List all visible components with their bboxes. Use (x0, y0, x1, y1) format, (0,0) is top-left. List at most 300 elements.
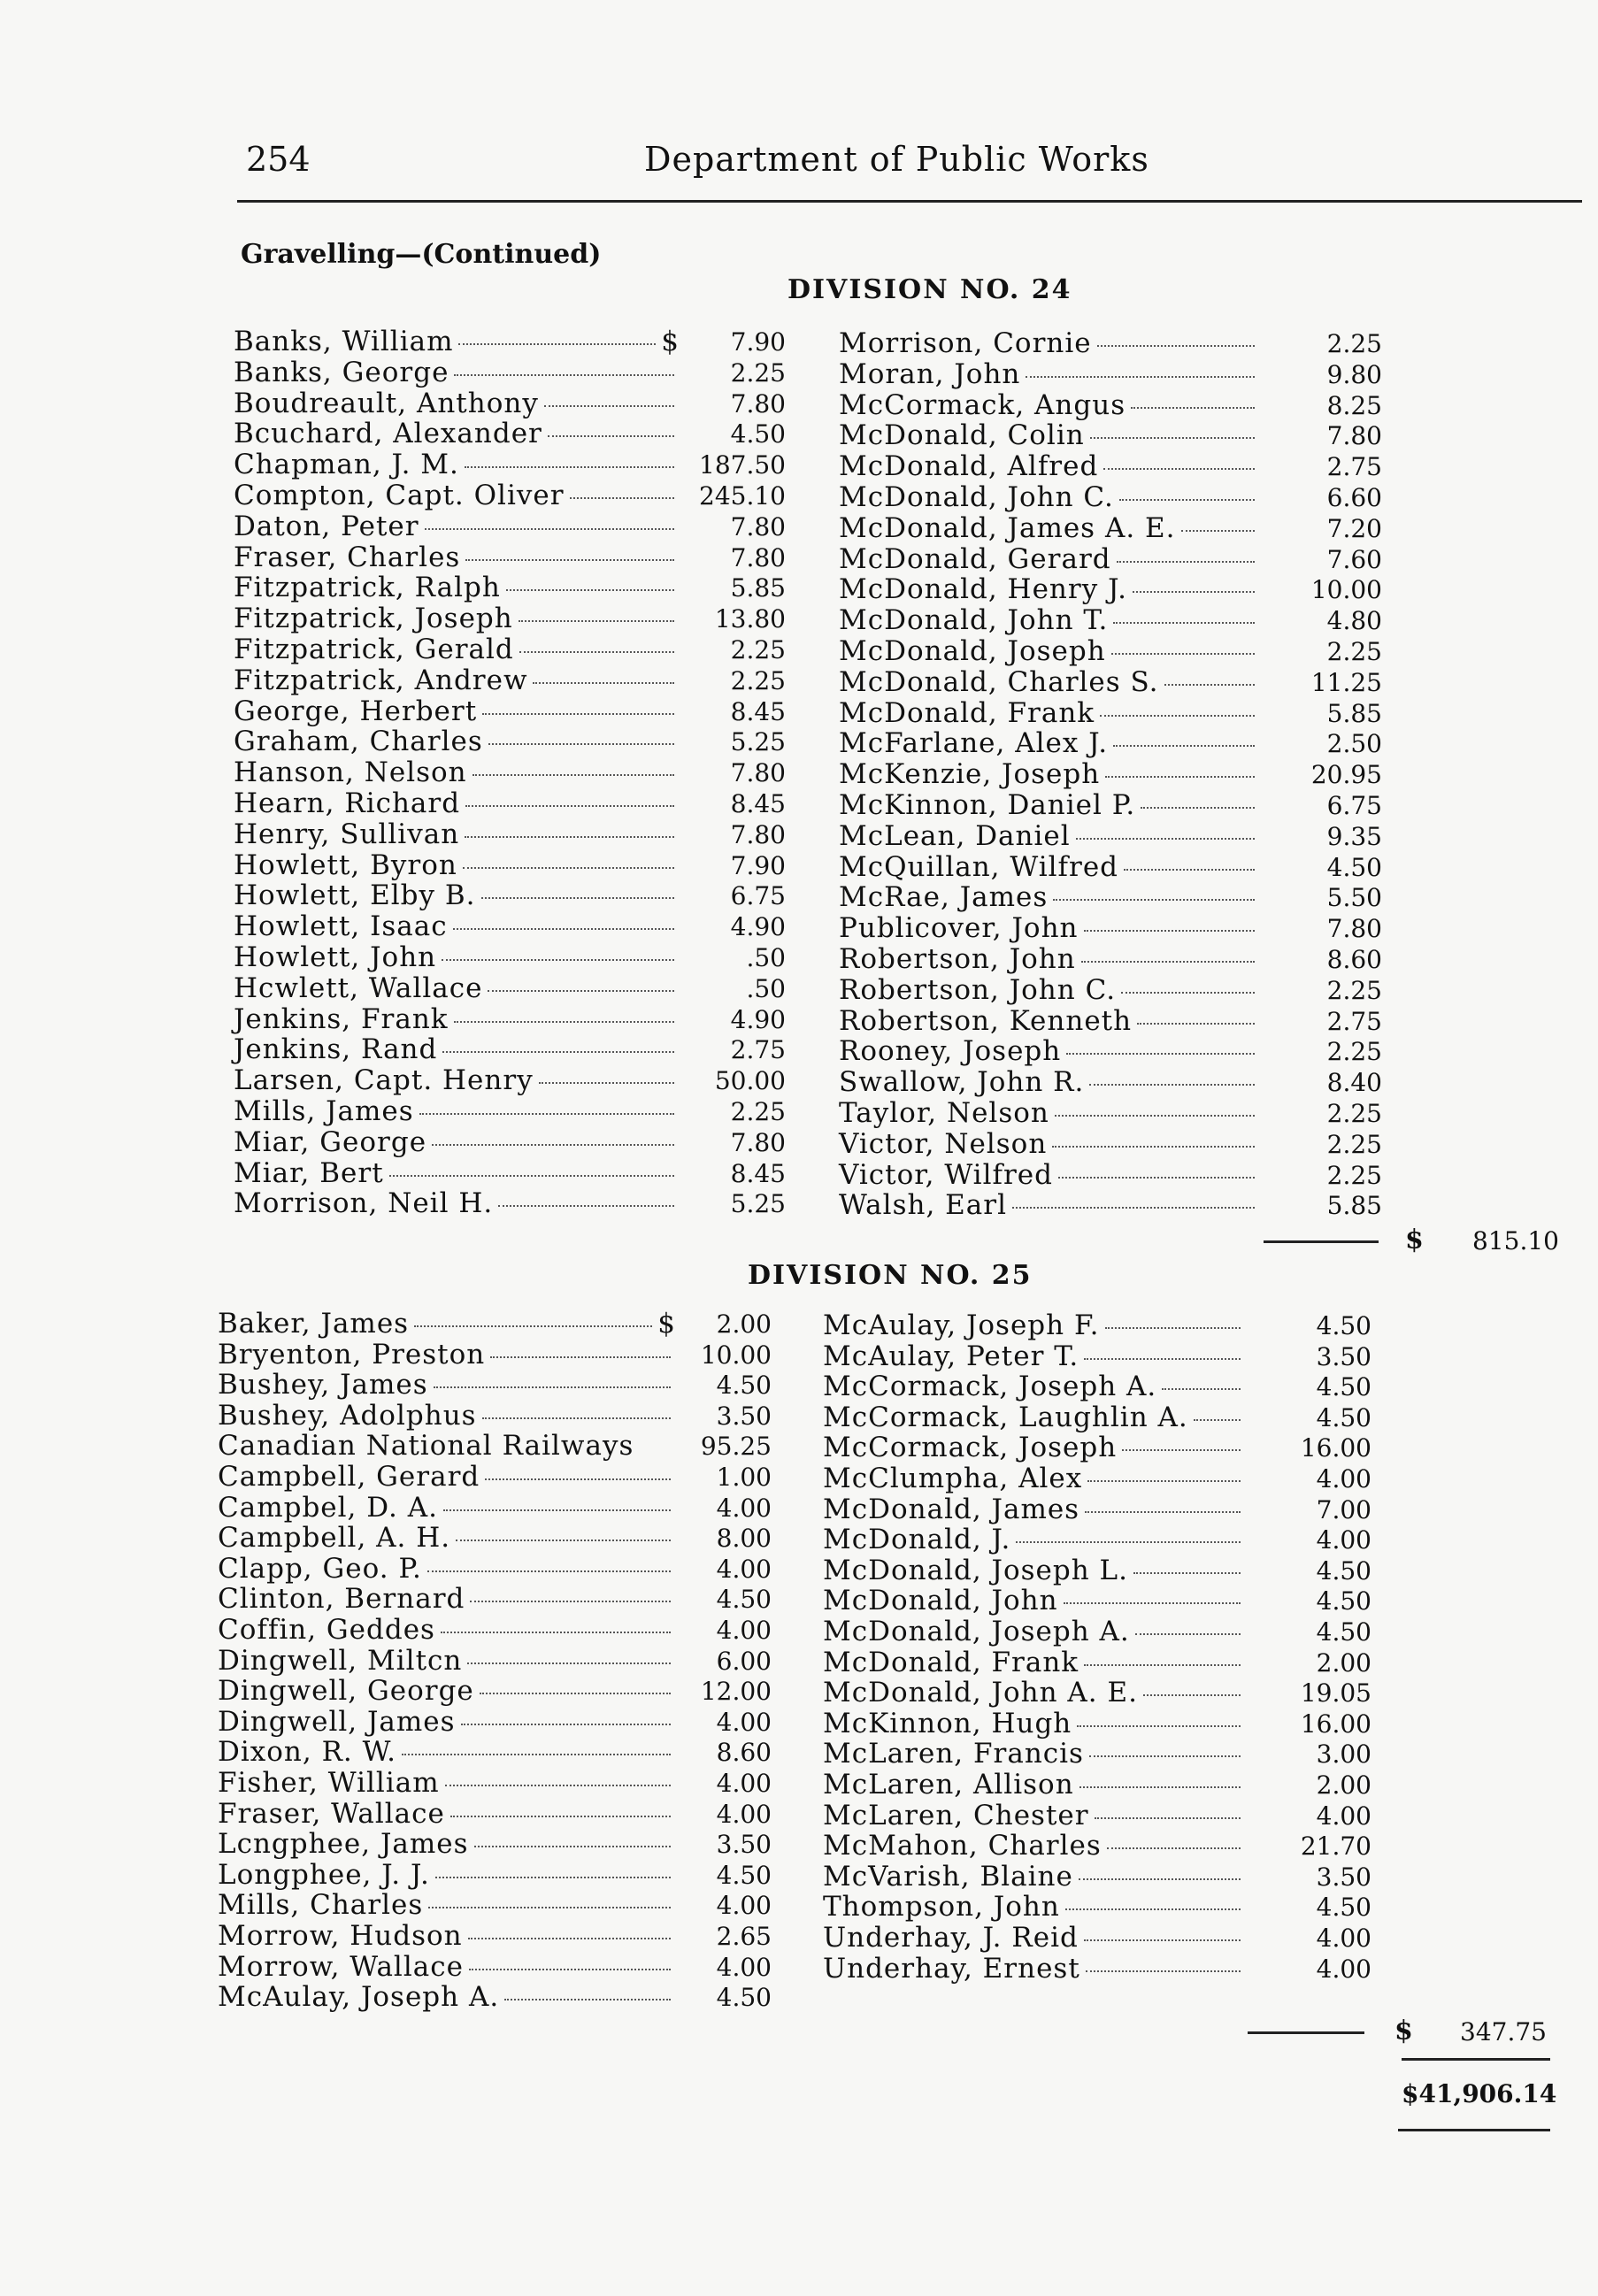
entry-name: George, Herbert (234, 695, 478, 727)
list-item (234, 449, 680, 480)
entry-name: Chapman, J. M. (234, 449, 459, 481)
list-item (839, 1189, 1260, 1220)
list-item (218, 1645, 676, 1676)
entry-name: Morrison, Neil H. (234, 1187, 494, 1220)
list-item (823, 1494, 1246, 1524)
list-item (218, 1798, 676, 1829)
entry-name: McDonald, Joseph L. (823, 1554, 1128, 1586)
leader-dots (1103, 468, 1255, 470)
leader-dots (1084, 1664, 1241, 1666)
leader-dots (458, 343, 656, 345)
list-item (839, 389, 1260, 420)
entry-name: Rooney, Joseph (839, 1035, 1062, 1068)
division-25-total-rule (1248, 2031, 1364, 2034)
leader-dots (402, 1754, 671, 1755)
entry-amount: 16.00 (1300, 1709, 1371, 1739)
page-number: 254 (246, 140, 311, 179)
leader-dots (442, 1051, 674, 1053)
entry-amount: 2.75 (1326, 452, 1382, 482)
entry-name: Jenkins, Rand (234, 1033, 438, 1066)
list-item (234, 941, 680, 972)
leader-dots (1105, 776, 1255, 778)
entry-amount: 4.90 (730, 1004, 786, 1034)
leader-dots (1064, 1602, 1241, 1604)
list-item (823, 1769, 1246, 1800)
entry-name: Lcngphee, James (218, 1828, 469, 1861)
leader-dots (1124, 869, 1255, 871)
entry-name: Bushey, James (218, 1369, 428, 1401)
entry-amount: 4.50 (730, 419, 786, 449)
list-item (234, 572, 680, 603)
list-item (234, 418, 680, 449)
grand-total-top-rule (1402, 2058, 1550, 2061)
list-item (234, 326, 680, 357)
entry-name: Dingwell, James (218, 1705, 456, 1738)
entry-name: McDonald, Joseph (839, 635, 1106, 667)
entry-name: Moran, John (839, 357, 1021, 390)
list-item (234, 695, 680, 726)
leader-dots (1089, 1755, 1241, 1757)
entry-amount: 7.80 (730, 542, 786, 572)
division-24-title: DIVISION NO. 24 (787, 274, 1072, 305)
list-item (839, 512, 1260, 543)
leader-dots (1089, 1084, 1255, 1086)
entry-name: Robertson, John (839, 943, 1076, 975)
grand-total-bottom-rule (1398, 2129, 1550, 2131)
entry-amount: 8.60 (1326, 945, 1382, 974)
leader-dots (445, 1785, 671, 1786)
list-item (839, 881, 1260, 912)
entry-name: Underhay, J. Reid (823, 1922, 1079, 1954)
list-item (839, 727, 1260, 758)
list-item (839, 450, 1260, 481)
entry-name: Morrow, Wallace (218, 1950, 464, 1983)
entry-name: McAulay, Joseph F. (823, 1309, 1100, 1341)
entry-amount: 245.10 (699, 481, 786, 511)
list-item (218, 1951, 676, 1982)
entry-name: Graham, Charles (234, 726, 483, 758)
entry-name: Fisher, William (218, 1767, 440, 1799)
entry-amount: 4.00 (1316, 1525, 1371, 1555)
list-item (823, 1524, 1246, 1555)
list-item (234, 1187, 680, 1218)
list-item (218, 1675, 676, 1706)
list-item (823, 1309, 1246, 1340)
entry-name: Fraser, Wallace (218, 1797, 445, 1830)
list-item (823, 1830, 1246, 1861)
leader-dots (1084, 930, 1255, 932)
entry-amount: 4.90 (730, 912, 786, 942)
list-item (839, 358, 1260, 389)
entry-name: McFarlane, Alex J. (839, 727, 1109, 760)
list-item (234, 388, 680, 419)
entry-amount: 8.45 (730, 1158, 786, 1188)
entry-amount: 7.90 (730, 850, 786, 880)
leader-dots (533, 682, 674, 684)
entry-amount: 4.80 (1326, 606, 1382, 636)
leader-dots (465, 836, 674, 838)
leader-dots (1164, 684, 1255, 686)
entry-amount: 7.00 (1316, 1494, 1371, 1524)
dollar-sign: $ (661, 326, 680, 357)
leader-dots (465, 559, 674, 561)
division-24-total-dollar: $ (1405, 1225, 1424, 1256)
leader-dots (1135, 1633, 1241, 1635)
list-item (823, 1647, 1246, 1678)
entry-name: Victor, Wilfred (839, 1158, 1053, 1191)
leader-dots (468, 1938, 671, 1939)
grand-total: $41,906.14 (1402, 2079, 1557, 2108)
list-item (234, 1126, 680, 1157)
entry-name: Fitzpatrick, Joseph (234, 603, 513, 635)
entry-name: Taylor, Nelson (839, 1097, 1049, 1129)
list-item (234, 1033, 680, 1064)
entry-name: Campbel, D. A. (218, 1491, 438, 1524)
entry-name: McAulay, Joseph A. (218, 1981, 500, 2014)
list-item (234, 357, 680, 388)
entry-amount: 3.50 (716, 1401, 772, 1431)
entry-name: Campbell, A. H. (218, 1522, 451, 1555)
leader-dots (1086, 1970, 1241, 1972)
list-item (839, 1097, 1260, 1128)
entry-name: Fraser, Charles (234, 541, 461, 573)
list-item (218, 1308, 676, 1339)
header-rule (237, 200, 1582, 203)
leader-dots (482, 713, 674, 715)
division-25-total: 347.75 (1460, 2017, 1547, 2046)
list-item (218, 1736, 676, 1767)
leader-dots (1081, 961, 1255, 963)
leader-dots (485, 1478, 671, 1480)
list-item (823, 1891, 1246, 1922)
entry-name: McDonald, Alfred (839, 450, 1099, 483)
list-item (218, 1461, 676, 1492)
entry-name: Mills, James (234, 1095, 414, 1127)
list-item (218, 1706, 676, 1737)
entry-amount: 4.50 (1316, 1617, 1371, 1647)
list-item (218, 1369, 676, 1400)
entry-name: McLaren, Francis (823, 1738, 1084, 1770)
leader-dots (1194, 1419, 1241, 1421)
entry-name: Bryenton, Preston (218, 1338, 486, 1371)
entry-amount: 7.60 (1326, 544, 1382, 574)
entry-amount: .50 (746, 943, 786, 972)
list-item (234, 910, 680, 941)
entry-name: McCormack, Angus (839, 388, 1126, 421)
entry-name: Fitzpatrick, Gerald (234, 634, 514, 665)
entry-name: McDonald, J. (823, 1524, 1011, 1556)
leader-dots (432, 1144, 674, 1146)
entry-amount: 2.00 (1316, 1770, 1371, 1800)
entry-amount: 8.45 (730, 789, 786, 818)
entry-amount: 2.25 (730, 635, 786, 664)
entry-amount: 4.50 (1316, 1311, 1371, 1340)
entry-amount: 4.00 (716, 1554, 772, 1584)
leader-dots (442, 959, 674, 961)
entry-amount: 4.00 (1316, 1464, 1371, 1494)
entry-amount: 2.25 (1326, 637, 1382, 666)
entry-amount: 2.65 (716, 1922, 772, 1951)
entry-amount: 8.40 (1326, 1068, 1382, 1098)
entry-amount: 4.50 (716, 1860, 772, 1890)
leader-dots (1133, 1572, 1241, 1574)
leader-dots (1084, 1358, 1241, 1360)
entry-name: Miar, George (234, 1125, 427, 1158)
entry-name: Coffin, Geddes (218, 1614, 435, 1646)
entry-name: Victor, Nelson (839, 1127, 1048, 1160)
entry-name: Hearn, Richard (234, 787, 461, 819)
entry-name: Mills, Charles (218, 1889, 424, 1922)
list-item (839, 789, 1260, 820)
leader-dots (544, 405, 674, 407)
list-item (839, 1035, 1260, 1066)
entry-amount: 5.50 (1326, 883, 1382, 913)
list-item (234, 480, 680, 511)
entry-name: Dingwell, Miltcn (218, 1644, 463, 1677)
entry-amount: 2.25 (1326, 975, 1382, 1005)
entry-amount: 11.25 (1310, 667, 1382, 697)
list-item (234, 726, 680, 756)
list-item (839, 573, 1260, 604)
entry-amount: 4.00 (716, 1952, 772, 1982)
leader-dots (1105, 1327, 1241, 1329)
entry-name: Robertson, John C. (839, 973, 1117, 1006)
leader-dots (498, 1205, 674, 1207)
leader-dots (1133, 591, 1255, 593)
leader-dots (488, 743, 674, 745)
leader-dots (482, 1417, 671, 1419)
list-item (839, 1066, 1260, 1097)
entry-name: Dingwell, George (218, 1675, 474, 1708)
entry-name: McVarish, Blaine (823, 1860, 1073, 1893)
leader-dots (1079, 1786, 1241, 1788)
list-item (218, 1522, 676, 1553)
section-title: Gravelling—(Continued) (241, 239, 602, 270)
entry-amount: 7.80 (730, 819, 786, 849)
leader-dots (480, 1693, 671, 1694)
entry-amount: 7.80 (730, 388, 786, 419)
list-item (218, 1583, 676, 1614)
leader-dots (1121, 992, 1255, 994)
entry-name: Fitzpatrick, Andrew (234, 664, 528, 696)
list-item (839, 419, 1260, 450)
leader-dots (454, 374, 674, 376)
entry-name: McDonald, Joseph A. (823, 1616, 1130, 1647)
entry-name: Banks, William (234, 326, 454, 357)
entry-name: McClumpha, Alex (823, 1463, 1083, 1494)
leader-dots (506, 589, 674, 591)
entry-amount: 4.50 (1316, 1893, 1371, 1923)
entry-amount: 5.85 (1326, 698, 1382, 728)
entry-amount: 4.00 (1316, 1801, 1371, 1831)
entry-amount: 7.20 (1326, 513, 1382, 543)
leader-dots (1052, 1146, 1255, 1148)
entry-name: McAulay, Peter T. (823, 1340, 1079, 1372)
leader-dots (519, 620, 674, 622)
entry-amount: 4.50 (1316, 1586, 1371, 1616)
entry-amount: 2.25 (1326, 1037, 1382, 1067)
leader-dots (1113, 622, 1255, 624)
entry-name: Fitzpatrick, Ralph (234, 572, 501, 604)
leader-dots (474, 1846, 671, 1847)
leader-dots (1065, 1908, 1241, 1910)
entry-name: Henry, Sullivan (234, 818, 460, 850)
leader-dots (427, 1570, 671, 1572)
entry-name: Canadian National Railways (218, 1430, 634, 1463)
entry-amount: 2.75 (1326, 1006, 1382, 1036)
entry-name: McMahon, Charles (823, 1830, 1102, 1862)
entry-amount: 3.50 (1316, 1341, 1371, 1371)
list-item (234, 1095, 680, 1126)
list-item (839, 697, 1260, 728)
leader-dots (1087, 1480, 1241, 1482)
entry-amount: 6.60 (1326, 483, 1382, 512)
leader-dots (465, 466, 674, 468)
division-25-title: DIVISION NO. 25 (748, 1260, 1033, 1291)
entry-amount: 7.80 (730, 1127, 786, 1157)
list-item (823, 1953, 1246, 1984)
leader-dots (1079, 1878, 1241, 1880)
entry-amount: 2.25 (730, 1097, 786, 1126)
list-item (218, 1767, 676, 1798)
entry-name: McCormack, Joseph (823, 1432, 1118, 1464)
entry-name: Baker, James (218, 1308, 410, 1340)
entry-name: Morrow, Hudson (218, 1920, 463, 1952)
list-item (839, 543, 1260, 574)
entry-amount: 16.00 (1300, 1433, 1371, 1463)
entry-name: Campbell, Gerard (218, 1461, 480, 1493)
leader-dots (490, 1356, 671, 1358)
leader-dots (1097, 345, 1255, 347)
entry-name: Walsh, Earl (839, 1189, 1007, 1222)
entry-amount: 5.25 (730, 1189, 786, 1219)
entry-name: McDonald, Colin (839, 419, 1085, 452)
entry-amount: 7.80 (1326, 421, 1382, 451)
entry-amount: 13.80 (714, 604, 786, 634)
leader-dots (1117, 561, 1255, 563)
entry-amount: 7.80 (730, 758, 786, 788)
division-24-total: 815.10 (1472, 1226, 1559, 1256)
entry-amount: 4.50 (1316, 1555, 1371, 1586)
entry-amount: 6.75 (730, 881, 786, 911)
list-item (234, 603, 680, 634)
leader-dots (454, 1021, 674, 1023)
entry-amount: 20.95 (1310, 760, 1382, 790)
leader-dots (441, 1632, 671, 1633)
entry-amount: 9.35 (1326, 821, 1382, 851)
list-item (823, 1738, 1246, 1769)
leader-dots (453, 928, 674, 930)
leader-dots (419, 1113, 674, 1115)
list-item (839, 1128, 1260, 1159)
entry-amount: 4.50 (716, 1371, 772, 1401)
leader-dots (1095, 1817, 1241, 1819)
entry-amount: 4.00 (716, 1707, 772, 1737)
entry-name: McDonald, John A. E. (823, 1677, 1138, 1709)
list-item (218, 1339, 676, 1370)
entry-name: Clinton, Bernard (218, 1583, 465, 1616)
entry-amount: 2.75 (730, 1035, 786, 1065)
list-item (823, 1463, 1246, 1494)
entry-amount: 1.00 (716, 1463, 772, 1492)
entry-amount: 2.00 (1316, 1647, 1371, 1678)
leader-dots (456, 1540, 671, 1541)
division-24-total-rule (1264, 1240, 1379, 1243)
leader-dots (1012, 1207, 1255, 1209)
entry-amount: 4.00 (716, 1769, 772, 1798)
entry-amount: 7.90 (730, 327, 786, 357)
entry-amount: 12.00 (700, 1677, 772, 1707)
entry-amount: 4.50 (716, 1585, 772, 1615)
leader-dots (570, 497, 674, 499)
entry-name: McDonald, Gerard (839, 542, 1111, 575)
leader-dots (472, 774, 674, 776)
list-item (234, 879, 680, 910)
leader-dots (461, 1724, 671, 1725)
entry-amount: 4.50 (1316, 1372, 1371, 1402)
list-item (823, 1616, 1246, 1647)
entry-name: McCormack, Laughlin A. (823, 1401, 1188, 1433)
entry-name: Howlett, John (234, 941, 437, 973)
entry-name: McKenzie, Joseph (839, 758, 1101, 791)
entry-amount: 95.25 (700, 1432, 772, 1462)
entry-amount: 9.80 (1326, 359, 1382, 389)
leader-dots (1113, 745, 1255, 747)
entry-name: Larsen, Capt. Henry (234, 1064, 534, 1097)
list-item (234, 972, 680, 1003)
entry-amount: 4.00 (716, 1616, 772, 1645)
entry-amount: 2.25 (1326, 1099, 1382, 1128)
entry-name: Banks, George (234, 356, 449, 388)
leader-dots (1107, 1847, 1241, 1849)
list-item (839, 758, 1260, 789)
entry-name: McDonald, Frank (839, 696, 1095, 729)
list-item (823, 1800, 1246, 1831)
dollar-sign: $ (657, 1308, 676, 1340)
entry-amount: 6.00 (716, 1646, 772, 1676)
leader-dots (1100, 715, 1255, 717)
entry-amount: 3.50 (716, 1830, 772, 1860)
entry-name: McDonald, John C. (839, 481, 1114, 513)
entry-amount: 5.25 (730, 727, 786, 757)
entry-amount: 5.85 (1326, 1191, 1382, 1221)
entry-amount: .50 (746, 973, 786, 1003)
entry-amount: 7.80 (730, 511, 786, 541)
entry-name: McDonald, James A. E. (839, 511, 1176, 544)
list-item (839, 666, 1260, 697)
entry-name: Miar, Bert (234, 1156, 384, 1189)
entry-amount: 4.00 (716, 1799, 772, 1829)
leader-dots (1137, 1023, 1255, 1025)
list-item (234, 511, 680, 541)
leader-dots (488, 990, 674, 992)
leader-dots (1090, 437, 1255, 439)
list-item (839, 974, 1260, 1005)
list-item (218, 1828, 676, 1859)
leader-dots (519, 651, 674, 653)
list-item (234, 756, 680, 787)
entry-name: McQuillan, Wilfred (839, 850, 1119, 883)
list-item (218, 1430, 676, 1461)
list-item (823, 1340, 1246, 1371)
entry-name: Clapp, Geo. P. (218, 1552, 422, 1585)
leader-dots (428, 1907, 671, 1908)
list-item (823, 1861, 1246, 1892)
list-item (839, 943, 1260, 974)
leader-dots (1085, 1511, 1241, 1513)
list-item (839, 327, 1260, 358)
leader-dots (1026, 376, 1255, 378)
